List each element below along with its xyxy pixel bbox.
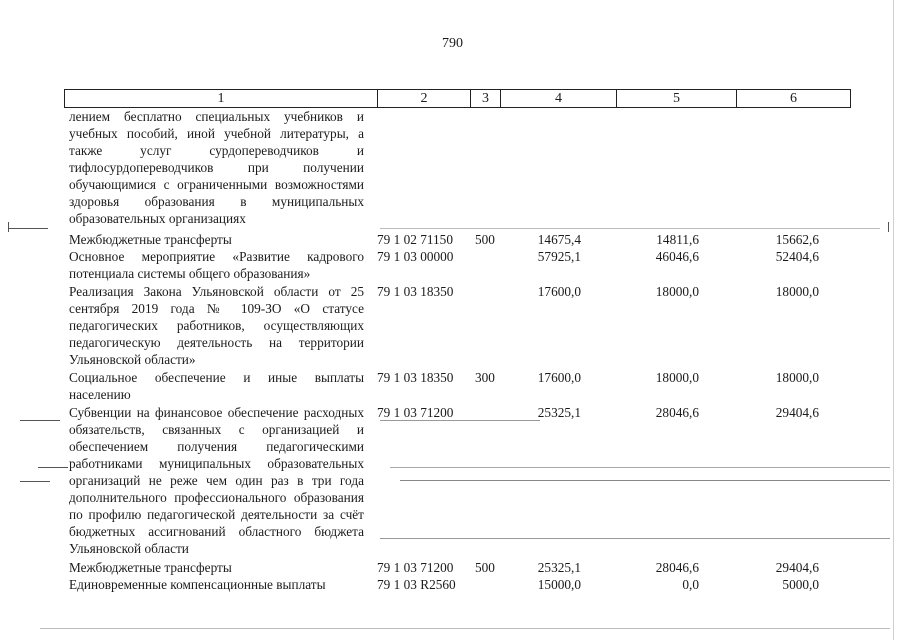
- row-value-col5: 0,0: [682, 577, 699, 592]
- row-name: Основное мероприятие «Развитие кадрового потенциала системы общего образования»: [69, 249, 364, 281]
- row-name: лением бесплатно специальных учебников и учебных пособий, иной учебной литературы, а также услуг сурдопереводчиков и тифлосурдопереводчиков при получении обучающимися с ограниченными возможностями здоровья образования в муниципальных образовательных организациях: [69, 109, 364, 226]
- row-value-col6: 52404,6: [775, 249, 819, 264]
- page-number: 790: [442, 36, 463, 51]
- row-value-col4: 15000,0: [537, 577, 581, 592]
- scan-artifact: [390, 467, 890, 468]
- scan-artifact: [20, 420, 60, 421]
- column-header-3: 3: [470, 90, 500, 107]
- row-code: 79 1 02 71150: [377, 232, 453, 247]
- scan-artifact: [8, 222, 9, 232]
- row-value-col6: 29404,6: [775, 560, 819, 575]
- scan-artifact: [8, 228, 48, 229]
- row-value-col5: 18000,0: [655, 284, 699, 299]
- scan-artifact: [380, 538, 890, 539]
- scan-artifact: [380, 228, 880, 229]
- column-header-6: 6: [736, 90, 851, 107]
- row-value-col4: 17600,0: [537, 284, 581, 299]
- row-code: 79 1 03 R2560: [377, 577, 456, 592]
- scan-artifact: [40, 628, 890, 629]
- row-value-col5: 18000,0: [655, 370, 699, 385]
- row-code: 79 1 03 00000: [377, 249, 454, 264]
- table-header: [64, 89, 851, 108]
- row-value-col4: 57925,1: [537, 249, 581, 264]
- row-name: Межбюджетные трансферты: [69, 560, 232, 575]
- row-value-col6: 5000,0: [782, 577, 819, 592]
- row-expense-type: 500: [475, 560, 495, 575]
- row-value-col5: 28046,6: [655, 405, 699, 420]
- row-expense-type: 500: [475, 232, 495, 247]
- row-value-col6: 29404,6: [775, 405, 819, 420]
- row-name: Единовременные компенсационные выплаты: [69, 577, 326, 592]
- row-value-col4: 25325,1: [537, 405, 581, 420]
- scan-artifact: [400, 480, 890, 481]
- row-value-col6: 18000,0: [775, 284, 819, 299]
- row-code: 79 1 03 71200: [377, 405, 454, 420]
- row-code: 79 1 03 71200: [377, 560, 454, 575]
- scan-edge-line: [893, 0, 894, 640]
- row-value-col4: 14675,4: [537, 232, 581, 247]
- column-header-4: 4: [500, 90, 616, 107]
- scan-artifact: [20, 481, 50, 482]
- row-value-col4: 17600,0: [537, 370, 581, 385]
- row-value-col4: 25325,1: [537, 560, 581, 575]
- row-code: 79 1 03 18350: [377, 370, 454, 385]
- row-name: Социальное обеспечение и иные выплаты населению: [69, 370, 364, 402]
- row-name: Субвенции на финансовое обеспечение расходных обязательств, связанных с организацией и обеспечением получения педагогическими работниками муниципальных образовательных организаций не реже чем один раз в три года дополнительного профессионального образования по профилю педагогической деятельности за счёт бюджетных ассигнований областного бюджета Ульяновской области: [69, 405, 364, 556]
- row-value-col6: 15662,6: [775, 232, 819, 247]
- row-name: Реализация Закона Ульяновской области от 25 сентября 2019 года № 109-ЗО «О статусе педагогических работников, осуществляющих педагогическую деятельность на территории Ульяновской области»: [69, 284, 364, 367]
- column-header-5: 5: [616, 90, 736, 107]
- scan-artifact: [888, 222, 889, 232]
- scan-artifact: [38, 467, 68, 468]
- row-value-col5: 14811,6: [656, 232, 699, 247]
- column-header-2: 2: [377, 90, 470, 107]
- row-expense-type: 300: [475, 370, 495, 385]
- column-header-1: 1: [64, 90, 377, 107]
- row-name: Межбюджетные трансферты: [69, 232, 232, 247]
- row-value-col6: 18000,0: [775, 370, 819, 385]
- scan-artifact: [380, 420, 540, 421]
- row-value-col5: 28046,6: [655, 560, 699, 575]
- row-code: 79 1 03 18350: [377, 284, 454, 299]
- row-value-col5: 46046,6: [655, 249, 699, 264]
